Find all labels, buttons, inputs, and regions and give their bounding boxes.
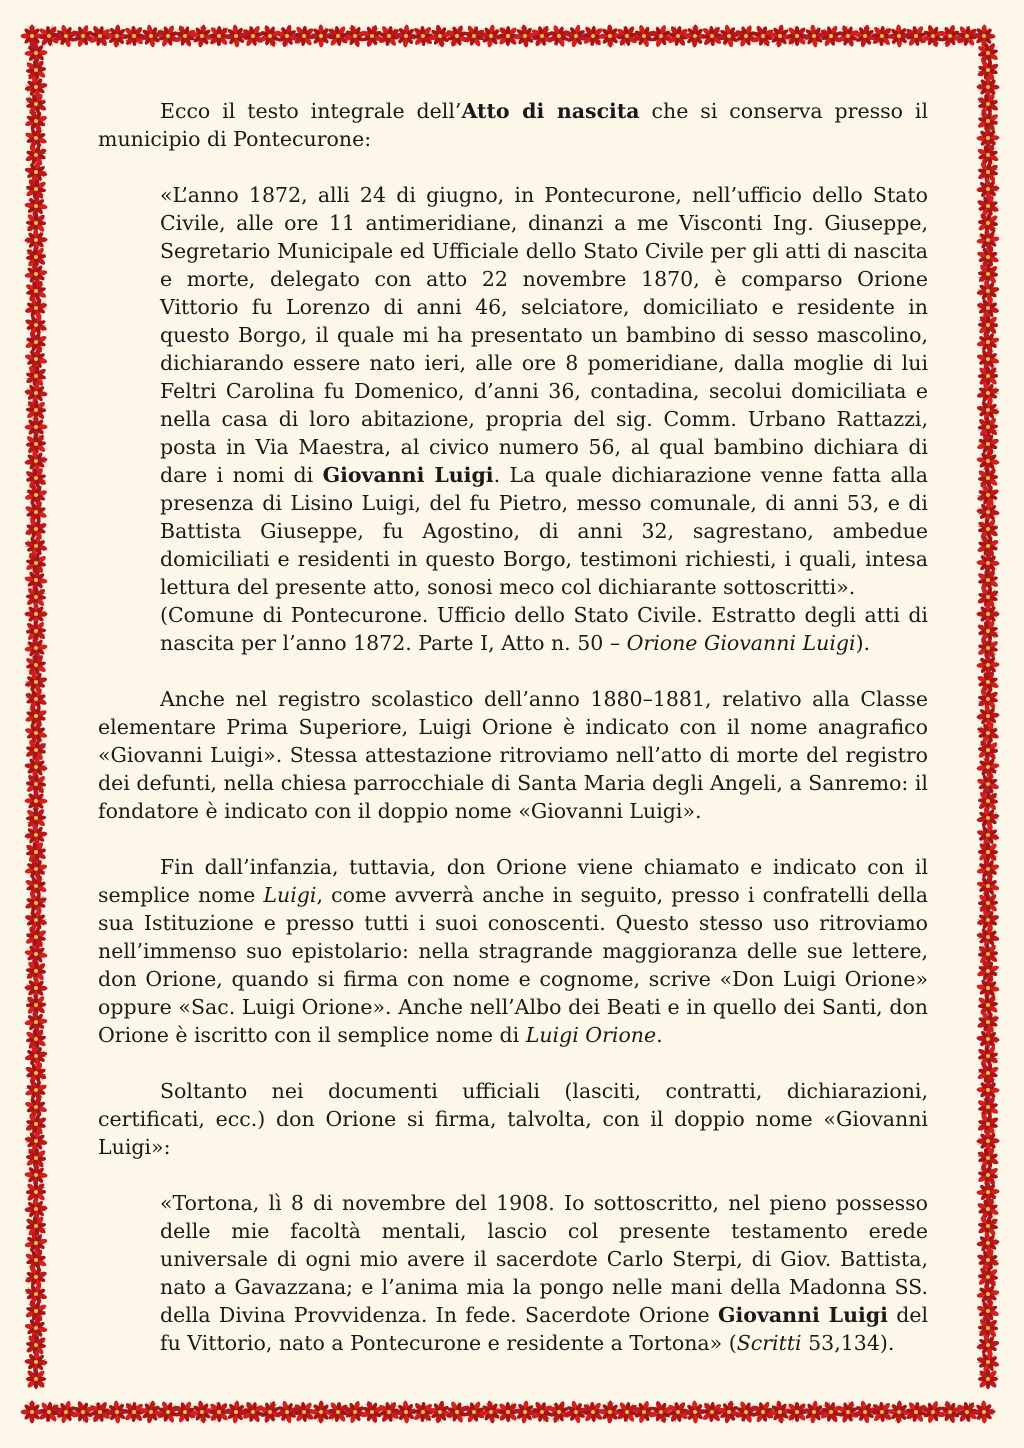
poinsettia-flower — [973, 1348, 1002, 1377]
poinsettia-flower — [695, 1395, 728, 1428]
poinsettia-flower — [309, 24, 333, 47]
poinsettia-flower — [22, 854, 50, 883]
poinsettia-flower — [255, 21, 285, 51]
poinsettia-flower — [973, 1058, 1004, 1089]
poinsettia-flower — [975, 975, 1001, 1001]
poinsettia-flower — [544, 21, 575, 51]
poinsettia-flower — [951, 1396, 983, 1428]
childhood-text-end: . — [656, 1023, 663, 1047]
poinsettia-flower — [117, 20, 150, 53]
poinsettia-flower — [20, 54, 53, 87]
poinsettia-flower — [273, 1398, 302, 1426]
poinsettia-flower — [19, 802, 52, 835]
poinsettia-flower — [972, 1040, 1004, 1072]
poinsettia-flower — [974, 923, 1001, 950]
poinsettia-flower — [973, 191, 1004, 222]
poinsettia-flower — [851, 22, 879, 50]
poinsettia-flower — [975, 1230, 1001, 1256]
poinsettia-flower — [972, 24, 996, 48]
poinsettia-flower — [526, 20, 558, 52]
poinsettia-flower — [974, 378, 1003, 407]
poinsettia-flower — [974, 804, 1002, 831]
poinsettia-flower — [974, 821, 1003, 850]
poinsettia-flower — [21, 106, 50, 136]
poinsettia-flower — [23, 822, 49, 848]
poinsettia-flower — [21, 1058, 52, 1089]
poinsettia-flower — [951, 20, 983, 52]
poinsettia-flower — [815, 20, 847, 52]
poinsettia-flower — [972, 1159, 1004, 1191]
poinsettia-flower — [24, 41, 48, 66]
poinsettia-flower — [747, 20, 779, 52]
poinsettia-flower — [492, 1395, 525, 1428]
poinsettia-flower — [21, 1092, 50, 1122]
poinsettia-flower — [153, 1396, 184, 1427]
poinsettia-flower — [309, 1400, 332, 1424]
poinsettia-flower — [972, 836, 1005, 869]
poinsettia-flower — [22, 158, 50, 186]
poinsettia-flower — [24, 976, 48, 1000]
poinsettia-flower — [20, 1295, 52, 1327]
poinsettia-flower — [900, 1396, 932, 1428]
poinsettia-flower — [935, 22, 964, 51]
poinsettia-flower — [21, 1279, 51, 1309]
poinsettia-flower — [973, 1245, 1003, 1275]
poinsettia-flower — [976, 1129, 1000, 1152]
poinsettia-flower — [629, 22, 658, 51]
poinsettia-flower — [887, 24, 912, 48]
poinsettia-flower — [357, 21, 387, 51]
poinsettia-flower — [426, 1398, 453, 1426]
poinsettia-flower — [24, 415, 47, 439]
poinsettia-flower — [976, 75, 1000, 98]
poinsettia-flower — [646, 21, 676, 50]
poinsettia-flower — [683, 23, 707, 48]
poinsettia-flower — [21, 870, 52, 901]
poinsettia-flower — [20, 734, 52, 766]
poinsettia-flower — [972, 581, 1004, 613]
childhood-text-middle: , come avverrà anche in seguito, presso i confratelli della sua Istituzione e presso tutti i suoi conoscenti. Questo stesso uso ritroviamo nell’immenso suo epistolario: nella stragrande maggioranza delle sue lettere, don Orione, quando si firma con nome e cognome, scrive «Don Luigi Orione» oppure «Sac. Luigi Orione». Anche nell’Albo dei Beati e in quello dei Santi, don Orione è iscritto con il semplice nome di — [98, 883, 928, 1047]
poinsettia-flower — [696, 19, 729, 52]
poinsettia-flower — [24, 1162, 48, 1187]
poinsettia-flower — [20, 1244, 51, 1276]
poinsettia-flower — [52, 1398, 81, 1427]
poinsettia-flower — [731, 21, 762, 52]
poinsettia-flower — [20, 1023, 52, 1055]
poinsettia-flower — [972, 207, 1005, 240]
poinsettia-flower — [20, 173, 52, 205]
poinsettia-flower — [512, 1399, 538, 1425]
poinsettia-flower — [22, 293, 51, 322]
poinsettia-flower — [288, 1396, 321, 1429]
poinsettia-flower — [24, 228, 48, 252]
poinsettia-flower — [322, 1396, 355, 1428]
poinsettia-flower — [21, 310, 52, 340]
poinsettia-flower — [478, 1398, 504, 1425]
document-body — [98, 97, 928, 1357]
poinsettia-flower — [972, 733, 1005, 766]
poinsettia-flower — [972, 462, 1005, 495]
poinsettia-flower — [458, 20, 490, 51]
birth-record-quote — [160, 181, 928, 601]
poinsettia-flower — [23, 193, 48, 219]
poinsettia-flower — [23, 448, 50, 474]
poinsettia-flower — [972, 359, 1005, 392]
poinsettia-flower — [576, 1396, 609, 1429]
poinsettia-flower — [682, 1400, 707, 1424]
poinsettia-flower — [866, 19, 899, 52]
birth-source-title: Orione Giovanni Luigi — [626, 631, 856, 655]
poinsettia-flower — [976, 550, 1000, 575]
poinsettia-flower — [189, 22, 216, 49]
poinsettia-flower — [202, 1396, 235, 1429]
testament-name: Giovanni Luigi — [718, 1303, 888, 1327]
testament-text-end: 53,134). — [801, 1331, 895, 1355]
poinsettia-flower — [24, 1196, 49, 1221]
poinsettia-flower — [21, 139, 52, 170]
poinsettia-flower — [833, 1396, 864, 1427]
poinsettia-flower — [972, 988, 1005, 1021]
poinsettia-flower — [975, 448, 1001, 475]
poinsettia-flower — [394, 1400, 419, 1425]
poinsettia-flower — [611, 1396, 643, 1428]
poinsettia-flower — [611, 20, 643, 52]
poinsettia-flower — [21, 327, 52, 358]
poinsettia-flower — [20, 1141, 53, 1174]
poinsettia-flower — [20, 427, 53, 460]
poinsettia-flower — [20, 88, 52, 120]
poinsettia-flower — [972, 1210, 1005, 1242]
poinsettia-flower — [972, 784, 1005, 817]
poinsettia-flower — [851, 1398, 879, 1426]
poinsettia-flower — [19, 241, 52, 274]
poinsettia-flower — [21, 1400, 44, 1424]
poinsettia-flower — [976, 176, 1001, 201]
poinsettia-flower — [477, 23, 504, 49]
poinsettia-flower — [972, 1261, 1005, 1294]
poinsettia-flower — [887, 1400, 911, 1425]
poinsettia-flower — [562, 1398, 590, 1426]
poinsettia-flower — [598, 24, 622, 48]
poinsettia-flower — [972, 156, 1004, 188]
poinsettia-flower — [972, 480, 1003, 510]
poinsettia-flower — [373, 1396, 405, 1428]
poinsettia-flower — [972, 683, 1004, 715]
poinsettia-flower — [973, 906, 1002, 935]
poinsettia-flower — [19, 988, 52, 1021]
poinsettia-flower — [20, 1108, 52, 1140]
register-paragraph: Anche nel registro scolastico dell’anno 1880–1881, relativo alla Classe elementare Prima Superiore, Luigi Orione è indicato con il nome anagrafico «Giovanni Luigi». Stessa attestazione ritroviamo nell’atto di morte del registro dei defunti, nella chiesa parrocchiale di Santa Maria degli Angeli, a Sanremo: il fondatore è indicato con il doppio nome «Giovanni Luigi». — [98, 687, 928, 823]
poinsettia-flower — [973, 242, 1003, 272]
poinsettia-flower — [20, 921, 52, 953]
birth-record-source — [160, 601, 928, 657]
poinsettia-flower — [971, 937, 1004, 970]
poinsettia-flower — [972, 615, 1004, 647]
poinsettia-flower — [972, 718, 1003, 748]
poinsettia-flower — [731, 1397, 762, 1428]
poinsettia-flower — [971, 1312, 1004, 1345]
poinsettia-flower — [662, 20, 694, 52]
poinsettia-flower — [973, 429, 1003, 459]
poinsettia-flower — [971, 887, 1004, 920]
poinsettia-flower — [972, 1108, 1004, 1140]
poinsettia-flower — [975, 499, 1001, 524]
poinsettia-flower — [646, 1397, 675, 1427]
poinsettia-flower — [223, 1399, 249, 1424]
poinsettia-flower — [340, 1397, 369, 1426]
poinsettia-flower — [918, 1397, 948, 1426]
poinsettia-flower — [22, 1229, 50, 1257]
poinsettia-flower — [972, 530, 1003, 561]
poinsettia-flower — [22, 906, 51, 935]
poinsettia-flower — [973, 769, 1003, 799]
birth-source-text: (Comune di Pontecurone. Ufficio dello Stato Civile. Estratto degli atti di nascita per l’anno 1872. Parte I, Atto n. 50 – — [160, 603, 928, 655]
poinsettia-flower — [394, 24, 419, 49]
poinsettia-flower — [975, 703, 1001, 728]
testament-work-title: Scritti — [736, 1331, 802, 1355]
poinsettia-flower — [25, 603, 49, 626]
poinsettia-flower — [972, 88, 1004, 120]
poinsettia-flower — [973, 1296, 1002, 1326]
poinsettia-flower — [20, 768, 53, 801]
poinsettia-flower — [780, 20, 813, 53]
poinsettia-flower — [20, 1175, 53, 1208]
poinsettia-flower — [20, 547, 52, 579]
birth-record-name: Giovanni Luigi — [322, 463, 494, 487]
poinsettia-flower — [767, 23, 793, 49]
poinsettia-flower — [23, 380, 49, 406]
poinsettia-flower — [974, 872, 1002, 900]
poinsettia-flower — [972, 54, 1004, 85]
poinsettia-flower — [20, 836, 52, 868]
poinsettia-flower — [20, 1329, 53, 1362]
birth-record-text: «L’anno 1872, alli 24 di giugno, in Pontecurone, nell’ufficio dello Stato Civile, alle ore 11 antimeridiane, dinanzi a me Visconti Ing. Giuseppe, Segretario Municipale ed Ufficiale dello Stato Civile per gli atti di nascita e morte, delegato con atto 22 novembre 1870, è comparso Orione Vittorio fu Lorenzo di anni 46, selciatore, domiciliato e residente in questo Borgo, il quale mi ha presentato un bambino di sesso mascolino, dichiarando essere nato ieri, alle ore 8 pomeridiane, dalla moglie di lui Feltri Carolina fu Domenico, d’anni 36, contadina, secolui domiciliata e nella casa di loro abitazione, propria del sig. Comm. Urbano Rattazzi, posta in Via Maestra, al civico numero 56, al qual bambino dichiara di dare i nomi di — [160, 183, 928, 487]
poinsettia-flower — [19, 207, 52, 240]
poinsettia-flower — [973, 1193, 1004, 1224]
poinsettia-flower — [972, 632, 1004, 664]
poinsettia-flower — [972, 105, 1004, 137]
poinsettia-flower — [971, 308, 1004, 341]
childhood-paragraph — [98, 853, 928, 1049]
poinsettia-flower — [21, 532, 50, 561]
poinsettia-flower — [972, 1400, 996, 1424]
poinsettia-flower — [84, 20, 116, 52]
poinsettia-flower — [973, 139, 1004, 170]
poinsettia-flower — [577, 20, 610, 53]
poinsettia-flower — [22, 1127, 49, 1154]
poinsettia-flower — [117, 1395, 150, 1428]
poinsettia-flower — [19, 955, 52, 988]
poinsettia-flower — [287, 20, 320, 53]
poinsettia-flower — [976, 126, 1000, 150]
childhood-full-name: Luigi Orione — [525, 1023, 657, 1047]
poinsettia-flower — [237, 1396, 269, 1428]
poinsettia-flower — [715, 1398, 743, 1426]
poinsettia-flower — [974, 855, 1002, 884]
poinsettia-flower — [815, 1396, 847, 1428]
poinsettia-flower — [975, 227, 1001, 253]
poinsettia-flower — [21, 123, 51, 153]
poinsettia-flower — [407, 20, 440, 53]
poinsettia-flower — [152, 20, 183, 51]
poinsettia-flower — [19, 393, 52, 426]
poinsettia-flower — [22, 1314, 49, 1342]
poinsettia-flower — [23, 754, 50, 780]
poinsettia-flower — [544, 1397, 574, 1428]
poinsettia-flower — [801, 1399, 827, 1425]
poinsettia-flower — [972, 667, 1003, 698]
birth-source-end: ). — [855, 631, 871, 655]
poinsettia-flower — [974, 328, 1002, 356]
poinsettia-flower — [20, 462, 52, 494]
poinsettia-flower — [972, 1142, 1004, 1173]
poinsettia-flower — [322, 20, 355, 52]
poinsettia-flower — [23, 941, 50, 968]
poinsettia-flower — [426, 22, 453, 50]
poinsettia-flower — [630, 1398, 659, 1427]
poinsettia-flower — [974, 396, 1002, 423]
poinsettia-flower — [407, 1396, 440, 1429]
poinsettia-flower — [767, 1399, 793, 1425]
poinsettia-flower — [22, 718, 51, 747]
poinsettia-flower — [20, 360, 52, 392]
poinsettia-flower — [23, 1009, 48, 1035]
poinsettia-flower — [974, 344, 1002, 373]
poinsettia-flower — [22, 1042, 50, 1070]
poinsettia-flower — [976, 1179, 1001, 1204]
poinsettia-flower — [21, 1262, 51, 1292]
poinsettia-flower — [976, 1078, 1000, 1102]
poinsettia-flower — [598, 1400, 622, 1424]
poinsettia-flower — [68, 1397, 98, 1427]
poinsettia-flower — [84, 1396, 116, 1428]
poinsettia-flower — [203, 19, 236, 52]
poinsettia-flower — [975, 753, 1001, 780]
poinsettia-flower — [23, 567, 49, 593]
poinsettia-flower — [104, 1400, 129, 1425]
poinsettia-flower — [973, 1007, 1004, 1038]
poinsettia-flower — [977, 603, 1001, 626]
poinsettia-flower — [526, 1396, 558, 1428]
poinsettia-flower — [22, 481, 51, 510]
poinsettia-flower — [20, 1210, 53, 1242]
childhood-text: Fin dall’infanzia, tuttavia, don Orione viene chiamato e indicato con il semplice nome — [98, 855, 928, 907]
poinsettia-flower — [137, 23, 164, 50]
testament-quote — [160, 1189, 928, 1357]
poinsettia-flower — [169, 20, 200, 51]
intro-text: Ecco il testo integrale dell’ — [160, 99, 462, 123]
poinsettia-flower — [33, 19, 66, 52]
poinsettia-flower — [21, 700, 52, 731]
poinsettia-flower — [138, 1398, 165, 1425]
poinsettia-flower — [973, 956, 1003, 986]
poinsettia-flower — [170, 1397, 201, 1428]
poinsettia-flower — [866, 1396, 899, 1429]
poinsettia-flower — [918, 21, 947, 51]
poinsettia-flower — [357, 1397, 387, 1427]
poinsettia-flower — [21, 497, 52, 528]
poinsettia-flower — [780, 1396, 813, 1429]
poinsettia-flower — [512, 23, 538, 49]
poinsettia-flower — [20, 684, 51, 715]
poinsettia-flower — [973, 293, 1002, 322]
poinsettia-flower — [900, 20, 932, 52]
poinsettia-flower — [20, 580, 53, 613]
intro-bold-title: Atto di nascita — [461, 99, 640, 123]
official-paragraph: Soltanto nei documenti ufficiali (lasciti, contratti, dichiarazioni, certificati, ecc.) don Orione si firma, talvolta, con il doppio nome «Giovanni Luigi»: — [98, 1079, 928, 1159]
poinsettia-flower — [715, 22, 743, 50]
poinsettia-flower — [22, 345, 50, 374]
poinsettia-flower — [975, 1281, 1002, 1308]
poinsettia-flower — [974, 278, 1001, 305]
poinsettia-flower — [976, 653, 1000, 678]
poinsettia-flower — [24, 1350, 49, 1375]
poinsettia-flower — [21, 24, 44, 48]
poinsettia-flower — [255, 1397, 285, 1427]
poinsettia-flower — [52, 22, 81, 51]
poinsettia-flower — [223, 23, 249, 48]
poinsettia-flower — [972, 411, 1005, 444]
poinsettia-flower — [974, 1331, 1002, 1359]
poinsettia-flower — [20, 1363, 53, 1396]
poinsettia-flower — [491, 19, 524, 52]
intro-paragraph — [98, 97, 928, 153]
poinsettia-flower — [971, 258, 1004, 291]
poinsettia-flower — [68, 21, 98, 51]
poinsettia-flower — [23, 635, 49, 661]
poinsettia-flower — [21, 668, 50, 697]
poinsettia-flower — [20, 649, 52, 681]
poinsettia-flower — [189, 1399, 216, 1426]
poinsettia-flower — [33, 1396, 66, 1429]
poinsettia-flower — [237, 20, 269, 52]
poinsettia-flower — [442, 21, 473, 52]
poinsettia-flower — [20, 275, 52, 307]
testament-text: «Tortona, lì 8 di novembre del 1908. Io sottoscritto, nel pieno possesso delle mie facoltà mentali, lascio col presente testamento erede universale di ogni mio avere il sacerdote Carlo Sterpi, di Giov. Battista, nato a Gavazzana; e l’anima mia la pongo nelle mani della Madonna SS. della Divina Provvidenza. In fede. Sacerdote Orione — [160, 1191, 928, 1327]
poinsettia-flower — [22, 74, 49, 101]
poinsettia-flower — [562, 22, 590, 50]
birth-record-text-end: . La quale dichiarazione venne fatta alla presenza di Lisino Luigi, del fu Pietro, messo comunale, di anni 53, e di Battista Giuseppe, fu Agostino, di anni 32, sagrestano, ambedue domiciliati e residenti in questo Borgo, testimoni richiesti, i quali, intesa lettura del presente atto, sonosi meco col dichiarante sottoscritti». — [160, 463, 928, 599]
poinsettia-flower — [104, 24, 129, 49]
poinsettia-flower — [801, 23, 827, 49]
poinsettia-flower — [20, 514, 51, 545]
poinsettia-flower — [458, 1396, 490, 1427]
poinsettia-flower — [972, 564, 1004, 596]
intro-text-end: che si conserva presso il municipio di Pontecurone: — [98, 99, 929, 151]
poinsettia-flower — [972, 37, 1004, 69]
poinsettia-flower — [972, 1091, 1004, 1123]
testament-text-middle: del fu Vittorio, nato a Pontecurone e residente a Tortona» ( — [160, 1303, 929, 1355]
poinsettia-flower — [340, 21, 369, 50]
poinsettia-flower — [23, 260, 50, 287]
poinsettia-flower — [971, 1362, 1004, 1395]
poinsettia-flower — [21, 888, 52, 918]
poinsettia-flower — [935, 1397, 964, 1426]
poinsettia-flower — [747, 1396, 779, 1428]
poinsettia-flower — [976, 1027, 1001, 1052]
poinsettia-flower — [441, 1397, 472, 1428]
poinsettia-flower — [20, 615, 53, 648]
poinsettia-flower — [972, 513, 1004, 545]
childhood-name: Luigi — [263, 883, 317, 907]
poinsettia-flower — [373, 20, 405, 52]
poinsettia-flower — [21, 1075, 51, 1105]
poinsettia-flower — [833, 20, 864, 51]
poinsettia-flower — [24, 789, 47, 813]
poinsettia-flower — [273, 22, 301, 51]
poinsettia-flower — [662, 1396, 694, 1428]
